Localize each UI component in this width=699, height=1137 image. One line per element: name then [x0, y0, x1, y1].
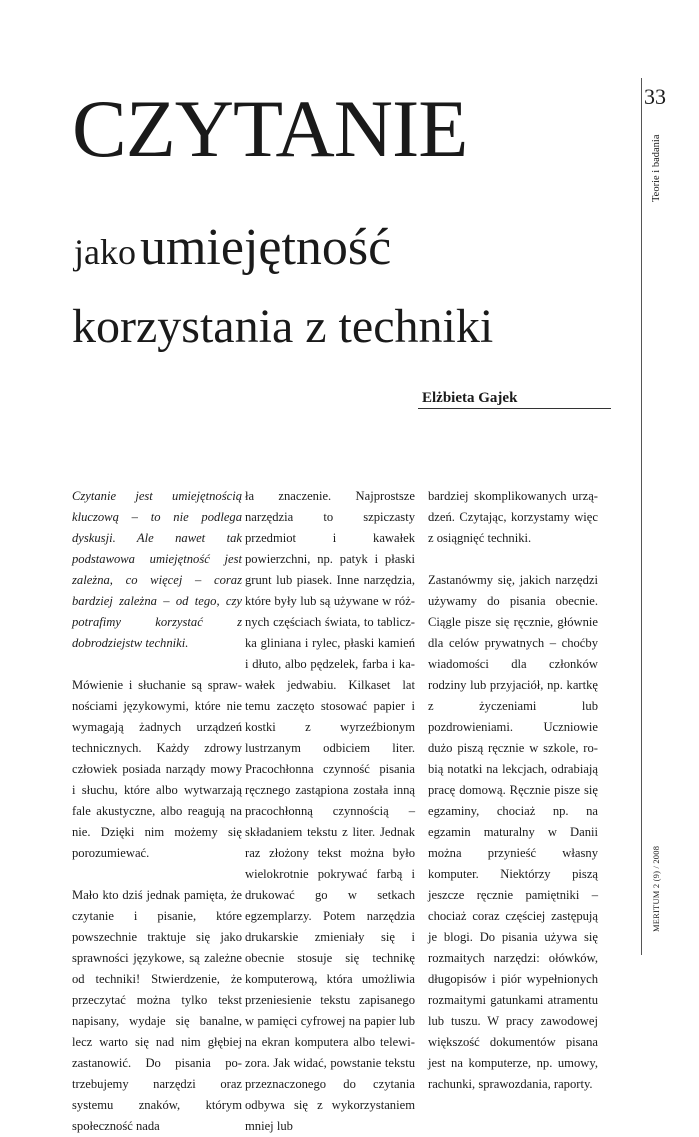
page-number: 33	[644, 84, 666, 109]
text-column-3	[428, 486, 598, 1095]
text-column-2	[245, 486, 415, 1137]
article-subtitle-line2: korzystania z techniki	[72, 300, 494, 353]
body-paragraph: bardziej skomplikowanych urządzeń. Czytając, korzystamy więc z osiągnięć techniki.	[428, 489, 598, 545]
subtitle-word-jako: jako	[74, 232, 136, 272]
section-label: Teorie i badania	[651, 134, 662, 202]
body-paragraph: Mało kto dziś jednak pamięta, że czytanie i pisanie, które powszechnie traktuje się jako sprawności językowe, są zależne od techniki! Stwierdzenie, że przeczytać można tylko tekst napisany, wydaje się banalne, lecz warto się nad nim głębiej zastanowić. Do pisania potrzebujemy narzędzi oraz systemu znaków, którym społeczność nada	[72, 888, 242, 1133]
text-column-1	[72, 486, 242, 1137]
article-subtitle-line1	[74, 219, 392, 276]
lead-paragraph: Czytanie jest umiejętnością kluczową – to nie podlega dyskusji. Ale nawet tak podstawowa umiejętność jest zależna, co więcej – coraz bardziej zależna – od tego, czy potrafimy korzystać z dobrodziejstw techniki.	[72, 489, 242, 650]
body-paragraph: Mówienie i słuchanie są sprawnościami językowymi, które nie wymagają żadnych urządzeń technicznych. Każdy zdrowy człowiek posiada narządy mowy i słuchu, które albo wytwarzają fale akustyczne, albo reagują na nie. Dzięki nim możemy się porozumiewać.	[72, 678, 242, 860]
margin-rule	[641, 78, 642, 955]
body-paragraph: Zastanówmy się, jakich narzędzi używamy do pisania obecnie. Ciągle pisze się ręcznie, głównie dla celów prywatnych – choćby wiadomości dla członków rodziny lub przyjaciół, np. kartkę z życzeniami lub pozdrowieniami. Uczniowie dużo piszą ręcznie w szkole, robią notatki na lekcjach, odrabiają pracę domową. Ręcznie pisze się egzaminy, chociaż np. na egzamin maturalny w Danii można przynieść własny komputer. Niektórzy piszą jeszcze ręcznie pamiętniki – chociaż coraz częściej zastępują je blogi. Do pisania używa się rozmaitych narzędzi: ołówków, długopisów i piór wypełnionych rozmaitymi gatunkami atramentu lub tuszu. W pracy zawodowej większość dokumentów pisana jest na komputerze, np. umowy, rachunki, sprawozdania, raporty.	[428, 573, 598, 1091]
author-rule	[418, 408, 611, 409]
subtitle-word-umiejetnosc: umiejętność	[139, 219, 392, 276]
article-title: CZYTANIE	[72, 83, 468, 174]
author-name: Elżbieta Gajek	[422, 390, 518, 406]
issue-label: MERITUM 2 (9) / 2008	[651, 845, 661, 932]
body-paragraph: ła znaczenie. Najprostsze narzędzia to szpiczasty przedmiot i kawałek powierzchni, np. patyk i płaski grunt lub piasek. Inne narzędzia, które były lub są używane w różnych częściach świata, to tabliczka gliniana i rylec, płaski kamień i dłuto, albo pędzelek, farba i kawałek jedwabiu. Kilkaset lat temu zaczęto stosować papier i kostki z wyrzeźbionym lustrzanym odbiciem liter. Pracochłonna czynność pisania ręcznego zastąpiona została inną pracochłonną czynnością – składaniem tekstu z liter. Jednak raz złożony tekst można było wielokrotnie pokrywać farbą i drukować go w setkach egzemplarzy. Potem narzędzia drukarskie zmieniały się i obecnie stosuje się technikę komputerową, która umożliwia przeniesienie tekstu zapisanego w pamięci cyfrowej na papier lub na ekran komputera albo telewizora. Jak widać, powstanie tekstu przeznaczonego do czytania odbywa się z wykorzystaniem mniej lub	[245, 489, 415, 1133]
